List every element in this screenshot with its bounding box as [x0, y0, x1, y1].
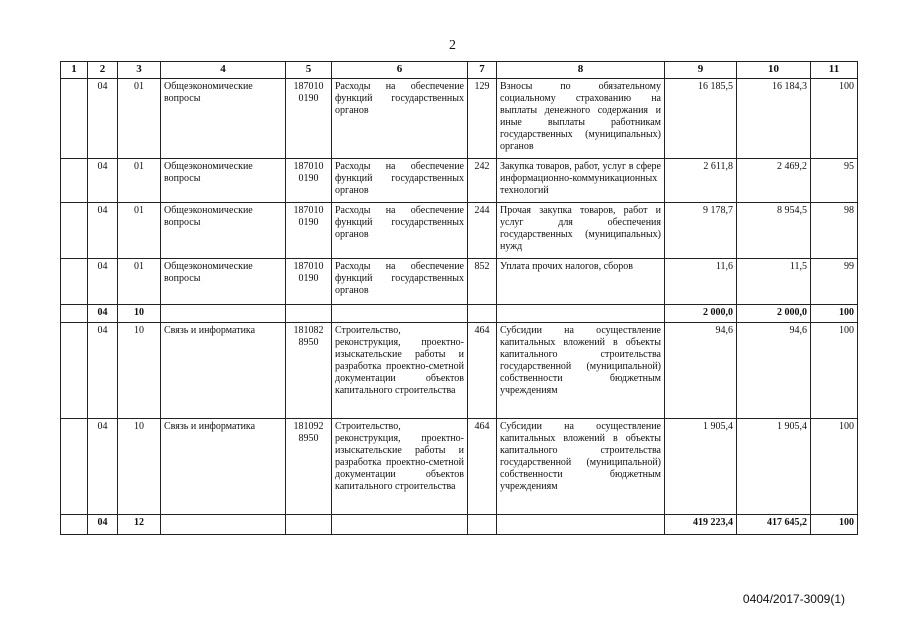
- cell-percent: 100: [811, 323, 858, 419]
- cell-expense-type: 464: [468, 323, 497, 419]
- cell-actual: 2 469,2: [737, 159, 811, 203]
- cell-col1: [61, 515, 88, 535]
- cell-planned: 9 178,7: [665, 203, 737, 259]
- cell-expense-type: [468, 305, 497, 323]
- cell-section: 04: [88, 79, 118, 159]
- table-row: [61, 203, 858, 259]
- cell-actual: 8 954,5: [737, 203, 811, 259]
- cell-expense-type: 464: [468, 419, 497, 515]
- cell-percent: 100: [811, 515, 858, 535]
- cell-target-code: 187010 0190: [286, 203, 332, 259]
- cell-planned: 2 611,8: [665, 159, 737, 203]
- cell-target-code: 187010 0190: [286, 159, 332, 203]
- cell-target-name: Расходы на обеспечение функций государственных органов: [332, 259, 468, 305]
- cell-col1: [61, 259, 88, 305]
- cell-expense-type: 129: [468, 79, 497, 159]
- cell-target-code: 187010 0190: [286, 259, 332, 305]
- cell-expense-name: Субсидии на осуществление капитальных вложений в объекты капитального строительства государственной (муниципальной) собственности бюджетным учреждениям: [497, 323, 665, 419]
- cell-section: 04: [88, 305, 118, 323]
- table-row: [61, 259, 858, 305]
- col-header: 10: [737, 62, 811, 79]
- col-header: 9: [665, 62, 737, 79]
- cell-expense-name: Уплата прочих налогов, сборов: [497, 259, 665, 305]
- col-header: 4: [161, 62, 286, 79]
- cell-section: 04: [88, 203, 118, 259]
- cell-target-name: Расходы на обеспечение функций государственных органов: [332, 79, 468, 159]
- cell-expense-type: [468, 515, 497, 535]
- cell-section: 04: [88, 419, 118, 515]
- table-row: [61, 79, 858, 159]
- table-row: [61, 323, 858, 419]
- cell-expense-name: [497, 515, 665, 535]
- cell-col1: [61, 79, 88, 159]
- cell-subsection: 12: [118, 515, 161, 535]
- col-header: 7: [468, 62, 497, 79]
- cell-col1: [61, 419, 88, 515]
- cell-subsection: 01: [118, 203, 161, 259]
- cell-percent: 100: [811, 305, 858, 323]
- cell-subsection: 01: [118, 159, 161, 203]
- cell-planned: 11,6: [665, 259, 737, 305]
- cell-target-name: Строительство, реконструкция, проектно-изыскательские работы и разработка проектно-сметной документации объектов капитального строительства: [332, 419, 468, 515]
- cell-expense-type: 242: [468, 159, 497, 203]
- col-header: 1: [61, 62, 88, 79]
- cell-target-name: Строительство, реконструкция, проектно-изыскательские работы и разработка проектно-сметной документации объектов капитального строительства: [332, 323, 468, 419]
- budget-table: [60, 61, 858, 535]
- col-header: 3: [118, 62, 161, 79]
- cell-target-code: 181082 8950: [286, 323, 332, 419]
- cell-subsection: 10: [118, 323, 161, 419]
- cell-percent: 98: [811, 203, 858, 259]
- cell-section-name: Общеэкономические вопросы: [161, 159, 286, 203]
- col-header: 6: [332, 62, 468, 79]
- cell-target-name: Расходы на обеспечение функций государственных органов: [332, 203, 468, 259]
- table-row: [61, 419, 858, 515]
- cell-target-name: [332, 515, 468, 535]
- cell-expense-name: [497, 305, 665, 323]
- table-body: [61, 79, 858, 535]
- col-header: 2: [88, 62, 118, 79]
- cell-target-code: [286, 305, 332, 323]
- cell-actual: 11,5: [737, 259, 811, 305]
- cell-planned: 94,6: [665, 323, 737, 419]
- cell-expense-name: Взносы по обязательному социальному страхованию на выплаты денежного содержания и иные выплаты работникам государственных (муниципальных) органов: [497, 79, 665, 159]
- cell-expense-type: 852: [468, 259, 497, 305]
- col-header: 11: [811, 62, 858, 79]
- document-reference: 0404/2017-3009(1): [742, 592, 845, 606]
- cell-section: 04: [88, 259, 118, 305]
- cell-expense-name: Закупка товаров, работ, услуг в сфере информационно-коммуникационных технологий: [497, 159, 665, 203]
- table-total-row: [61, 305, 858, 323]
- cell-col1: [61, 323, 88, 419]
- cell-col1: [61, 159, 88, 203]
- cell-expense-name: Субсидии на осуществление капитальных вложений в объекты капитального строительства государственной (муниципальной) собственности бюджетным учреждениям: [497, 419, 665, 515]
- cell-section-name: Связь и информатика: [161, 419, 286, 515]
- cell-percent: 99: [811, 259, 858, 305]
- cell-planned: 1 905,4: [665, 419, 737, 515]
- cell-section-name: Общеэкономические вопросы: [161, 259, 286, 305]
- table-total-row: [61, 515, 858, 535]
- cell-percent: 95: [811, 159, 858, 203]
- cell-subsection: 01: [118, 259, 161, 305]
- cell-target-code: [286, 515, 332, 535]
- cell-planned: 2 000,0: [665, 305, 737, 323]
- cell-section: 04: [88, 323, 118, 419]
- cell-target-name: Расходы на обеспечение функций государственных органов: [332, 159, 468, 203]
- cell-actual: 417 645,2: [737, 515, 811, 535]
- cell-section-name: Связь и информатика: [161, 323, 286, 419]
- cell-section: 04: [88, 159, 118, 203]
- cell-subsection: 01: [118, 79, 161, 159]
- cell-section-name: Общеэкономические вопросы: [161, 79, 286, 159]
- cell-col1: [61, 203, 88, 259]
- cell-target-code: 181092 8950: [286, 419, 332, 515]
- cell-planned: 16 185,5: [665, 79, 737, 159]
- cell-percent: 100: [811, 79, 858, 159]
- cell-actual: 94,6: [737, 323, 811, 419]
- cell-section-name: [161, 305, 286, 323]
- table-row: [61, 159, 858, 203]
- cell-actual: 1 905,4: [737, 419, 811, 515]
- cell-actual: 2 000,0: [737, 305, 811, 323]
- cell-section: 04: [88, 515, 118, 535]
- page-number: 2: [449, 38, 456, 53]
- cell-target-name: [332, 305, 468, 323]
- col-header: 8: [497, 62, 665, 79]
- cell-expense-name: Прочая закупка товаров, работ и услуг для обеспечения государственных (муниципальных) нужд: [497, 203, 665, 259]
- cell-expense-type: 244: [468, 203, 497, 259]
- cell-subsection: 10: [118, 419, 161, 515]
- table-header-row: [61, 62, 858, 79]
- cell-subsection: 10: [118, 305, 161, 323]
- cell-actual: 16 184,3: [737, 79, 811, 159]
- cell-planned: 419 223,4: [665, 515, 737, 535]
- cell-target-code: 187010 0190: [286, 79, 332, 159]
- cell-percent: 100: [811, 419, 858, 515]
- cell-section-name: Общеэкономические вопросы: [161, 203, 286, 259]
- cell-col1: [61, 305, 88, 323]
- col-header: 5: [286, 62, 332, 79]
- cell-section-name: [161, 515, 286, 535]
